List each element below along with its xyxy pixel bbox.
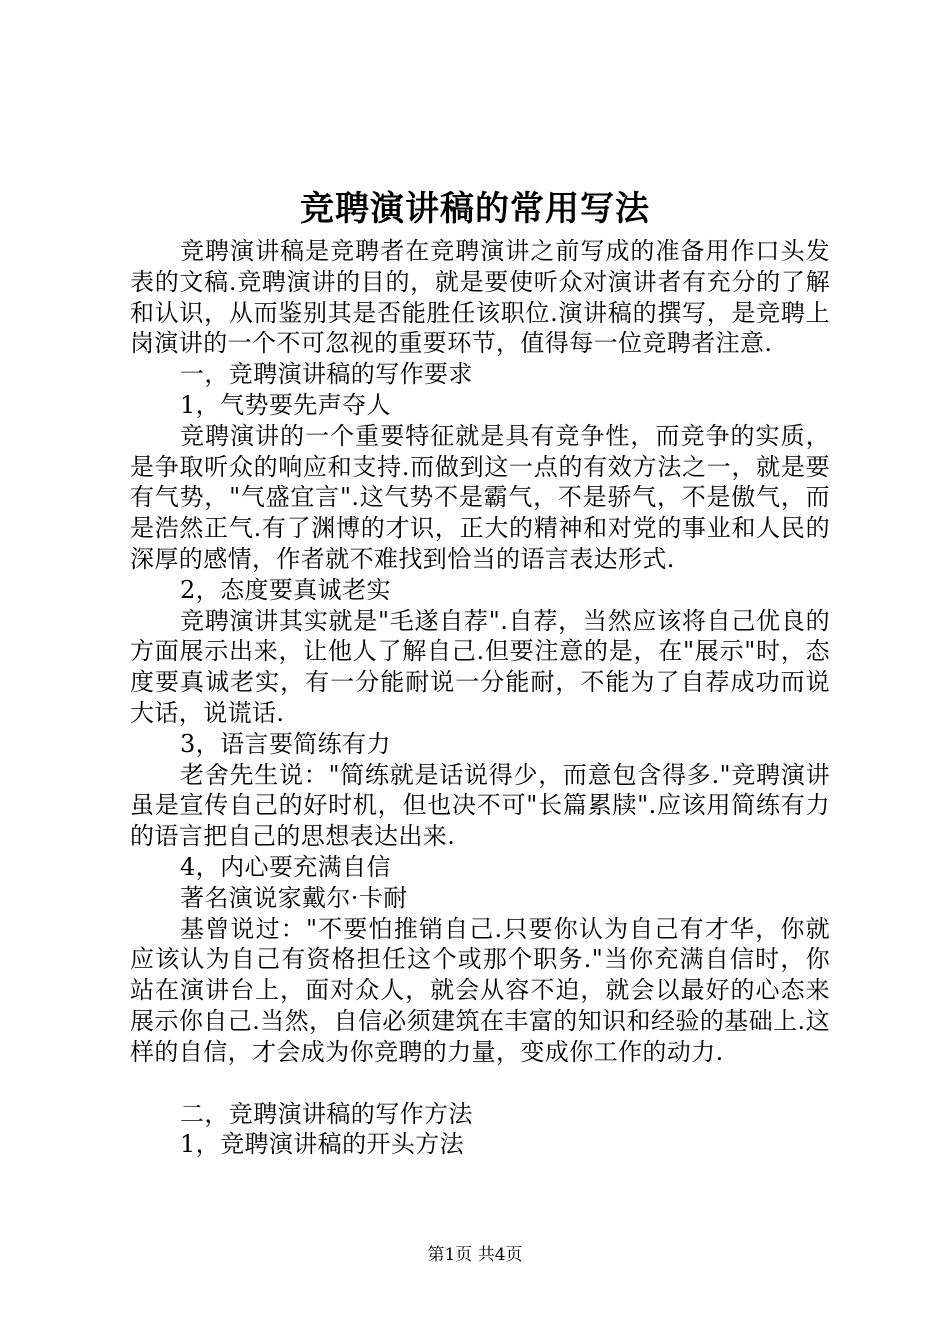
document-body: [130, 236, 830, 1160]
page-footer: 第1页 共4页: [427, 1245, 523, 1265]
item-subheading-confidence: 著名演说家戴尔·卡耐: [180, 883, 408, 912]
section-heading-requirements: 一，竞聘演讲稿的写作要求: [180, 360, 473, 389]
item-heading-confidence: 4，内心要充满自信: [180, 852, 391, 881]
item-heading-opening: 1，竞聘演讲稿的开头方法: [180, 1130, 465, 1159]
item-heading-attitude: 2，态度要真诚老实: [180, 575, 391, 604]
item-paragraph-confidence: 基曾说过："不要怕推销自己.只要你认为自己有才华，你就应该认为自己有资格担任这个或那个职务."当你充满自信时，你站在演讲台上，面对众人，就会从容不迫，就会以最好的心态来展示你自己.当然，自信必须建筑在丰富的知识和经验的基础上.这样的自信，才会成为你竞聘的力量，变成你工作的动力.: [130, 914, 830, 1066]
section-heading-methods: 二，竞聘演讲稿的写作方法: [180, 1099, 473, 1128]
paragraph-gap: [130, 1068, 830, 1099]
item-paragraph-language: 老舍先生说："简练就是话说得少，而意包含得多."竞聘演讲虽是宣传自己的好时机，但也决不可"长篇累牍".应该用简练有力的语言把自己的思想表达出来.: [130, 760, 830, 851]
item-heading-language: 3，语言要简练有力: [180, 729, 391, 758]
item-paragraph-momentum: 竞聘演讲的一个重要特征就是具有竞争性，而竞争的实质，是争取听众的响应和支持.而做到这一点的有效方法之一，就是要有气势，"气盛宜言".这气势不是霸气，不是骄气，不是傲气，而是浩然正气.有了渊博的才识，正大的精神和对党的事业和人民的深厚的感情，作者就不难找到恰当的语言表达形式.: [130, 421, 830, 573]
item-paragraph-attitude: 竞聘演讲其实就是"毛遂自荐".自荐，当然应该将自己优良的方面展示出来，让他人了解自己.但要注意的是，在"展示"时，态度要真诚老实，有一分能耐说一分能耐，不能为了自荐成功而说大话，说谎话.: [130, 606, 830, 727]
document-title: 竞聘演讲稿的常用写法: [300, 189, 650, 229]
intro-paragraph: 竞聘演讲稿是竞聘者在竞聘演讲之前写成的准备用作口头发表的文稿.竞聘演讲的目的，就是要使听众对演讲者有充分的了解和认识，从而鉴别其是否能胜任该职位.演讲稿的撰写，是竞聘上岗演讲的一个不可忽视的重要环节，值得每一位竞聘者注意.: [130, 237, 830, 358]
item-heading-momentum: 1，气势要先声夺人: [180, 390, 391, 419]
